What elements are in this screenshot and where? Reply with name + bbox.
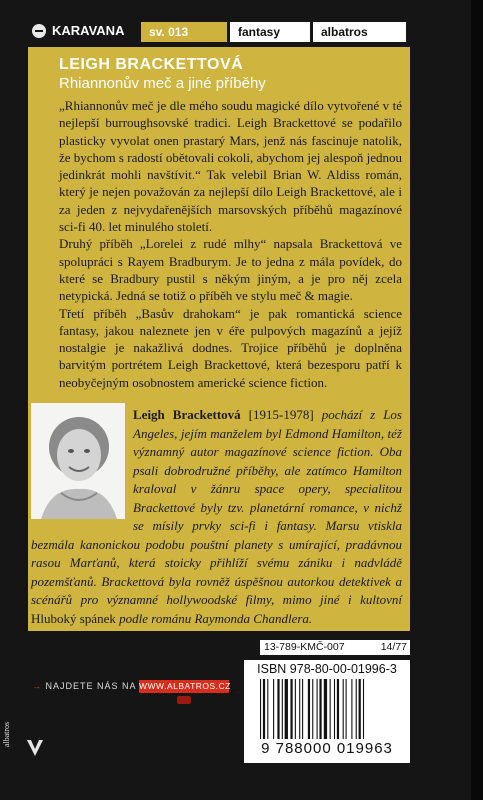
bio-film-title: Hluboký spánek: [31, 610, 116, 626]
description-paragraph-2: Druhý příběh „Lorelei z rudé mlhy“ napsala Brackettová ve spolupráci s Rayem Bradburym. Je to jedna z mála povídek, do které se Bradbury pustil s někým jiným, a je pro něj zcela netypická. Jedná se totiž o příběh ve stylu meč & magie.: [59, 236, 402, 304]
isbn-text: ISBN 978-80-00-01996-3: [257, 662, 397, 676]
series-bar: [28, 22, 406, 42]
order-code: 13-789-KMČ-007: [264, 641, 345, 653]
description-paragraph-3: Třetí příběh „Basův drahokam“ je pak romantická science fantasy, jakou naleznete jen v éře pulpových magazínů a jejíž nostalgie je nakažlivá dodnes. Trojice příběhů je doplněna barvitým portrétem Leigh Brackettové, která bezesporu patří k neobyčejným osobnostem americké science fiction.: [59, 305, 402, 390]
author-title: LEIGH BRACKETTOVÁ: [59, 56, 244, 73]
web-prefix: NAJDETE NÁS NA: [45, 681, 137, 691]
author-biography: [31, 406, 402, 628]
arrow-icon: →: [32, 681, 46, 691]
bio-author-name: Leigh Brackettová: [133, 407, 241, 422]
back-cover-panel: [28, 47, 410, 631]
bio-text-part2: podle románu Raymonda Chandlera.: [115, 610, 313, 626]
barcode-block: [244, 660, 410, 763]
web-promo: [32, 681, 137, 691]
karavana-logo-icon: [32, 24, 46, 38]
book-description: [59, 97, 402, 391]
publisher-logo-text: albatros: [2, 721, 12, 748]
spine-edge: [471, 0, 483, 800]
website-link[interactable]: WWW.ALBATROS.CZ: [139, 681, 231, 691]
series-name: KARAVANA: [52, 23, 125, 38]
cart-icon: [177, 696, 191, 704]
catalog-number: 14/77: [380, 641, 407, 653]
genre-tag: fantasy: [230, 22, 310, 42]
book-subtitle: Rhiannonův meč a jiné příběhy: [59, 75, 266, 92]
publisher-tag: albatros: [313, 22, 406, 42]
barcode-digits: 9 788000 019963: [261, 740, 393, 757]
albatros-logo-icon: [24, 698, 46, 768]
description-paragraph-1: „Rhiannonův meč je dle mého soudu magické dílo vytvořené v té nejlepší burroughsovské tradici. Leigh Brackettové se podařilo plasticky vyvolat onen prastarý Mars, jenž nás fascinuje natolik, že bychom s radostí obětovali cokoli, abychom jej alespoň jednou jedinkrát mohli navštívit.“ Tak velebil Brian W. Aldiss román, který je nejen považován za nejlepší dílo Leigh Brackettové, ale i za jeden z nejvydařenějších marsovských příběhů magazínové sci-fi 40. let minulého století.: [59, 98, 402, 235]
bio-text-part1: pochází z Los Angeles, jejím manželem byl Edmond Hamilton, též významný autor magazínové science fiction. Oba psali dobrodružné příběhy, ale zatímco Hamilton kraloval v žánru space opery, specialitou Brackettové byly tzv. planetární romance, v nichž se mísily prvky sci-fi i fantasy. Marsu vtiskla bezmála kanonickou podobu pouštní planety s umírající, pradávnou rasou Marťanů, která stoicky přihlíží svému zániku i nadvládě pozemšťanů. Brackettová byla rovněž úspěšnou autorkou detektivek a scénářů pro významné hollywoodské filmy, mimo jiné i kultovní: [31, 407, 402, 607]
volume-tag: sv. 013: [141, 22, 227, 42]
catalog-codes: [260, 640, 410, 655]
barcode-icon: [258, 679, 404, 739]
bio-years: [1915-1978]: [240, 407, 322, 422]
